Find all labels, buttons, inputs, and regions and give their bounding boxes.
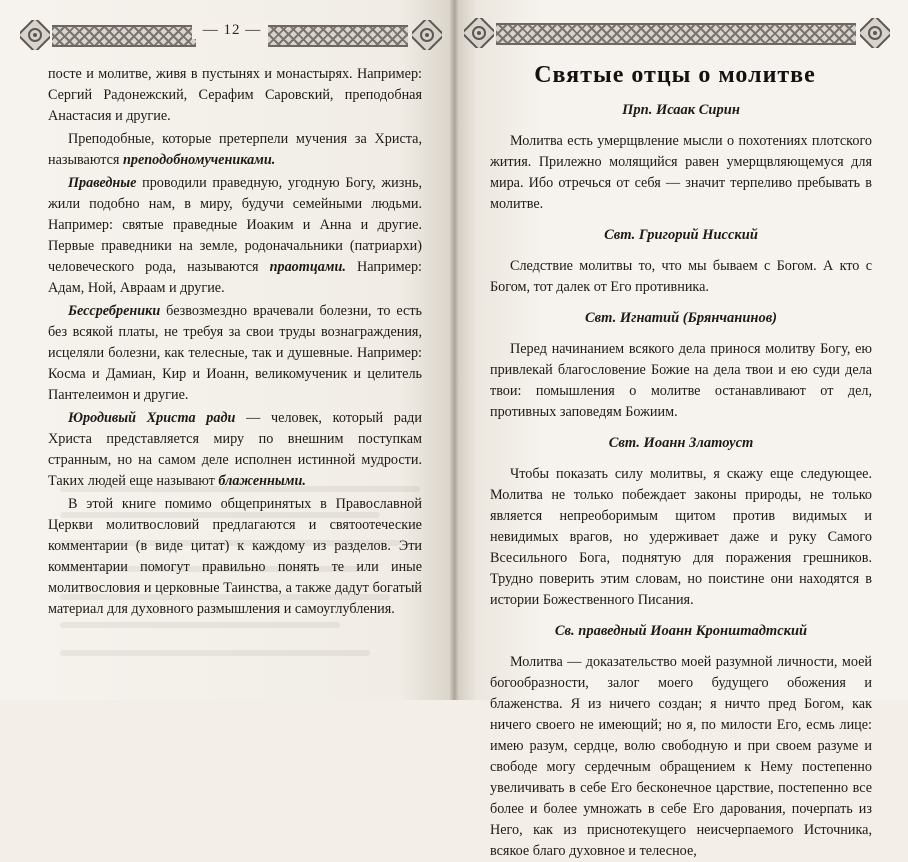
page-title: Святые отцы о молитве bbox=[534, 62, 816, 88]
quote-text: Следствие молитвы то, что мы бываем с Богом. А кто с Богом, тот далек от Его противника. bbox=[490, 258, 872, 295]
paragraph bbox=[48, 64, 422, 127]
quote-author: Св. праведный Иоанн Кронштадтский bbox=[554, 623, 808, 639]
bleed-through bbox=[60, 650, 370, 656]
term: Бессребреники bbox=[68, 303, 161, 319]
left-page-body bbox=[48, 64, 422, 620]
paragraph-text: посте и молитве, живя в пустынях и монастырях. Например: Сергий Радонежский, Серафим Саровский, преподобная Анастасия и другие. bbox=[48, 66, 422, 124]
quote-text: Молитва есть умерщвление мысли о похотениях плотского жития. Прилежно молящийся равен умерщвляющемуся для мира. Ибо отречься от себя — значит терпеливо пребывать в молитве. bbox=[490, 133, 872, 212]
quote-author: Свт. Игнатий (Брянчанинов) bbox=[584, 310, 778, 326]
header-ornament-band bbox=[268, 25, 408, 47]
ornament-medallion-icon bbox=[860, 18, 890, 48]
paragraph bbox=[48, 301, 422, 406]
paragraph bbox=[48, 173, 422, 299]
ornament-medallion-icon bbox=[412, 20, 442, 50]
paragraph-text: В этой книге помимо общепринятых в Православной Церкви молитвословий предлагаются и святоотеческие комментарии (в виде цитат) к каждому из разделов. Эти комментарии помогут правильно понять те или иные молитвословия и церковные Таинства, а также дадут богатый материал для духовного размышления и самоуглубления. bbox=[48, 496, 422, 617]
paragraph-text: — человек, который ради Христа представляется миру по внешним поступкам странным, но на самом деле исполнен истинной мудрости. Таких людей еще называют bbox=[48, 410, 422, 489]
term: Праведные bbox=[68, 175, 137, 191]
bleed-through bbox=[60, 622, 340, 628]
term: преподобномучениками. bbox=[123, 152, 276, 168]
term: праотцами. bbox=[269, 259, 346, 275]
book-gutter bbox=[449, 0, 459, 700]
page-number: — 12 — bbox=[192, 22, 272, 39]
paragraph-text: Преподобные, которые претерпели мучения за Христа, называются bbox=[48, 131, 422, 168]
ornament-medallion-icon bbox=[20, 20, 50, 50]
term: блаженными. bbox=[218, 473, 306, 489]
paragraph bbox=[48, 129, 422, 171]
right-page-body bbox=[490, 100, 872, 862]
paragraph bbox=[48, 494, 422, 620]
paragraph-text: безвозмездно врачевали болезни, то есть без всякой платы, не требуя за свои труды вознаграждения, исцеляли болезни, как телесные, так и душевные. Например: Косма и Дамиан, Кир и Иоанн, великомученик и целитель Пантелеимон и другие. bbox=[48, 303, 422, 403]
quote-author: Свт. Иоанн Златоуст bbox=[608, 435, 754, 451]
ornament-medallion-icon bbox=[464, 18, 494, 48]
header-ornament-band bbox=[496, 23, 856, 45]
paragraph-text: проводили праведную, угодную Богу, жизнь, жили подобно нам, в миру, будучи семейными людьми. Например: святые праведные Иоаким и Анна и другие. Первые праведники на земле, родоначальники (патриархи) человеческого рода, называются bbox=[48, 175, 422, 275]
quote-text: Чтобы показать силу молитвы, я скажу еще следующее. Молитва не только побеждает законы природы, не только является непреоборимым щитом против видимых и невидимых врагов, но удерживает даже и руку Самого Всесильного Бога, поднятую для поражения грешников. Трудно поверить этим словам, но поистине они находятся в истории Божественного Писания. bbox=[490, 466, 872, 608]
left-page bbox=[0, 0, 454, 700]
quote-author: Прп. Исаак Сирин bbox=[622, 102, 740, 118]
term: Юродивый Христа ради bbox=[68, 410, 236, 426]
quote-text: Молитва — доказательство моей разумной личности, моей богообразности, залог моего будущего обожения и блаженства. Я из ничего создан; я ничто пред Богом, как ничего своего не имеющий; но я, по милости Его, есмь лице: имею разум, сердце, волю свободную и при своем разуме и свободе могу сердечным обращением к Нему постепенно увеличивать в себе Его бесконечное царствие, постепенно все более и более умножать в себе Его дарования, почерпать из Него, как из приснотекущего неисчерпаемого Источника, всякое благо духовное и телесное, bbox=[490, 654, 872, 859]
quote-author: Свт. Григорий Нисский bbox=[604, 227, 758, 243]
paragraph-text: Например: Адам, Ной, Авраам и другие. bbox=[48, 259, 422, 296]
quote-text: Перед начинанием всякого дела принося молитву Богу, ею привлекай благословение Божие на дела твои и ею суди дела твои: помышления о молитве останавливают от дел, противных заповедям Божиим. bbox=[490, 341, 872, 420]
header-ornament-band bbox=[52, 25, 196, 47]
paragraph bbox=[48, 408, 422, 492]
